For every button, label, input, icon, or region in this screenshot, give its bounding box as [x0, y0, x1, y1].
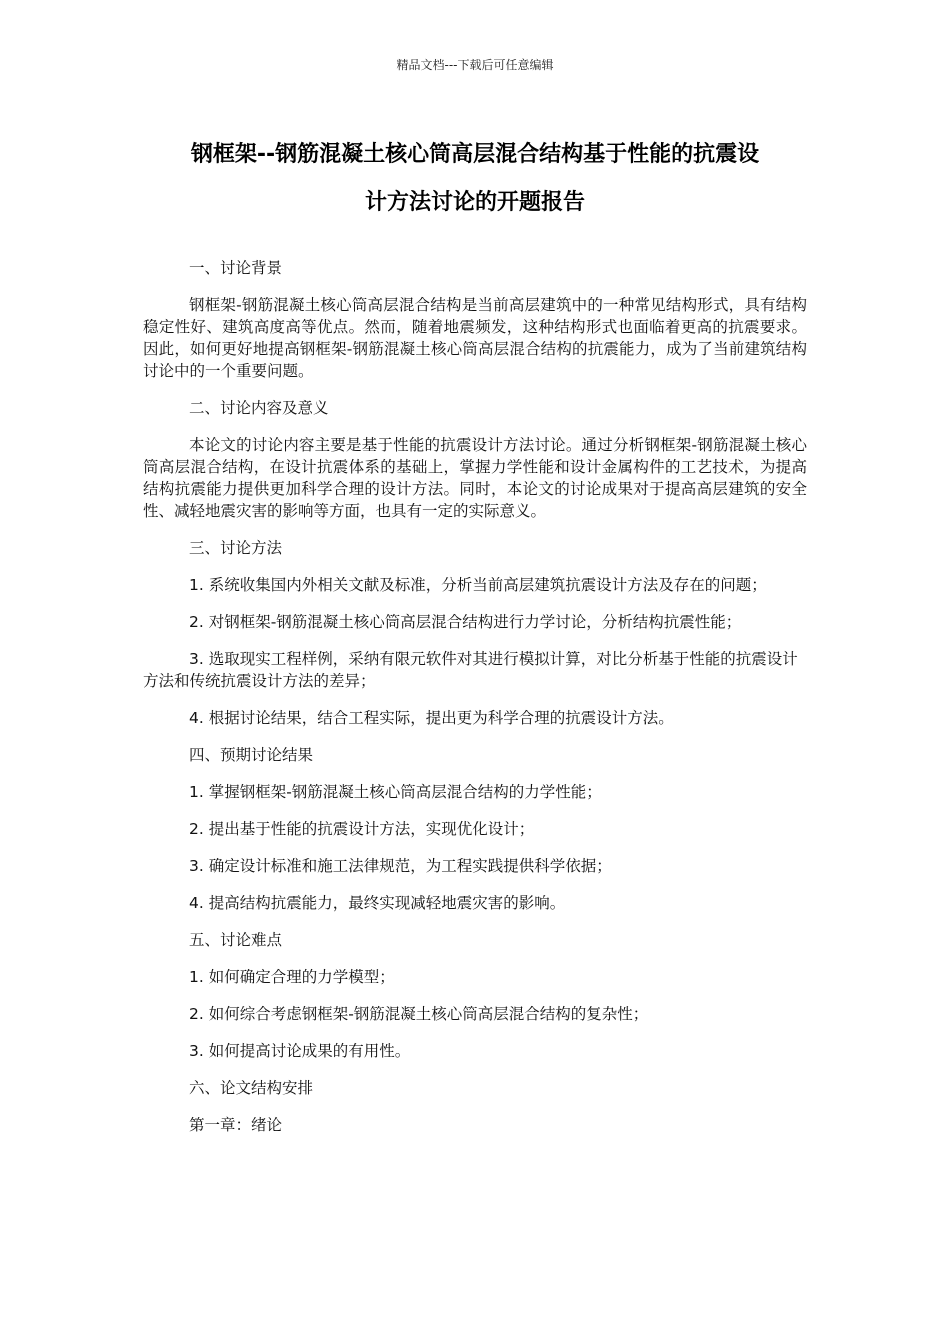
- document-body: [143, 257, 807, 1151]
- paragraph-background: 钢框架-钢筋混凝土核心筒高层混合结构是当前高层建筑中的一种常见结构形式，具有结构稳定性好、建筑高度高等优点。然而，随着地震频发，这种结构形式也面临着更高的抗震要求。因此，如何更好地提高钢框架-钢筋混凝土核心筒高层混合结构的抗震能力，成为了当前建筑结构讨论中的一个重要问题。: [143, 296, 807, 380]
- document-title: [140, 131, 810, 227]
- list-item: 3. 选取现实工程样例，采纳有限元软件对其进行模拟计算，对比分析基于性能的抗震设计方法和传统抗震设计方法的差异；: [143, 650, 798, 690]
- list-item: 3. 确定设计标准和施工法律规范，为工程实践提供科学依据；: [189, 857, 612, 875]
- title-line-2: 计方法讨论的开题报告: [364, 190, 585, 215]
- list-item: 3. 如何提高讨论成果的有用性。: [189, 1042, 411, 1060]
- section-heading-content: 二、讨论内容及意义: [189, 399, 329, 417]
- section-heading-method: 三、讨论方法: [189, 539, 283, 557]
- section-heading-expected-results: 四、预期讨论结果: [189, 746, 314, 764]
- section-heading-difficulties: 五、讨论难点: [189, 931, 283, 949]
- list-item: 1. 掌握钢框架-钢筋混凝土核心筒高层混合结构的力学性能；: [189, 783, 602, 801]
- list-item: 4. 根据讨论结果，结合工程实际，提出更为科学合理的抗震设计方法。: [189, 709, 674, 727]
- section-heading-background: 一、讨论背景: [189, 259, 283, 277]
- list-item: 4. 提高结构抗震能力，最终实现减轻地震灾害的影响。: [189, 894, 566, 912]
- list-item: 第一章：绪论: [189, 1116, 283, 1134]
- list-item: 1. 系统收集国内外相关文献及标准，分析当前高层建筑抗震设计方法及存在的问题；: [189, 576, 767, 594]
- list-item: 1. 如何确定合理的力学模型；: [189, 968, 395, 986]
- list-item: 2. 对钢框架-钢筋混凝土核心筒高层混合结构进行力学讨论，分析结构抗震性能；: [189, 613, 742, 631]
- paragraph-content: 本论文的讨论内容主要是基于性能的抗震设计方法讨论。通过分析钢框架-钢筋混凝土核心筒高层混合结构，在设计抗震体系的基础上，掌握力学性能和设计金属构件的工艺技术，为提高结构抗震能力提供更加科学合理的设计方法。同时，本论文的讨论成果对于提高高层建筑的安全性、减轻地震灾害的影响等方面，也具有一定的实际意义。: [143, 436, 807, 520]
- section-heading-structure: 六、论文结构安排: [189, 1079, 314, 1097]
- list-item: 2. 如何综合考虑钢框架-钢筋混凝土核心筒高层混合结构的复杂性；: [189, 1005, 649, 1023]
- header-note: 精品文档---下载后可任意编辑: [396, 58, 554, 72]
- list-item: 2. 提出基于性能的抗震设计方法，实现优化设计；: [189, 820, 535, 838]
- title-line-1: 钢框架--钢筋混凝土核心筒高层混合结构基于性能的抗震设: [190, 142, 760, 167]
